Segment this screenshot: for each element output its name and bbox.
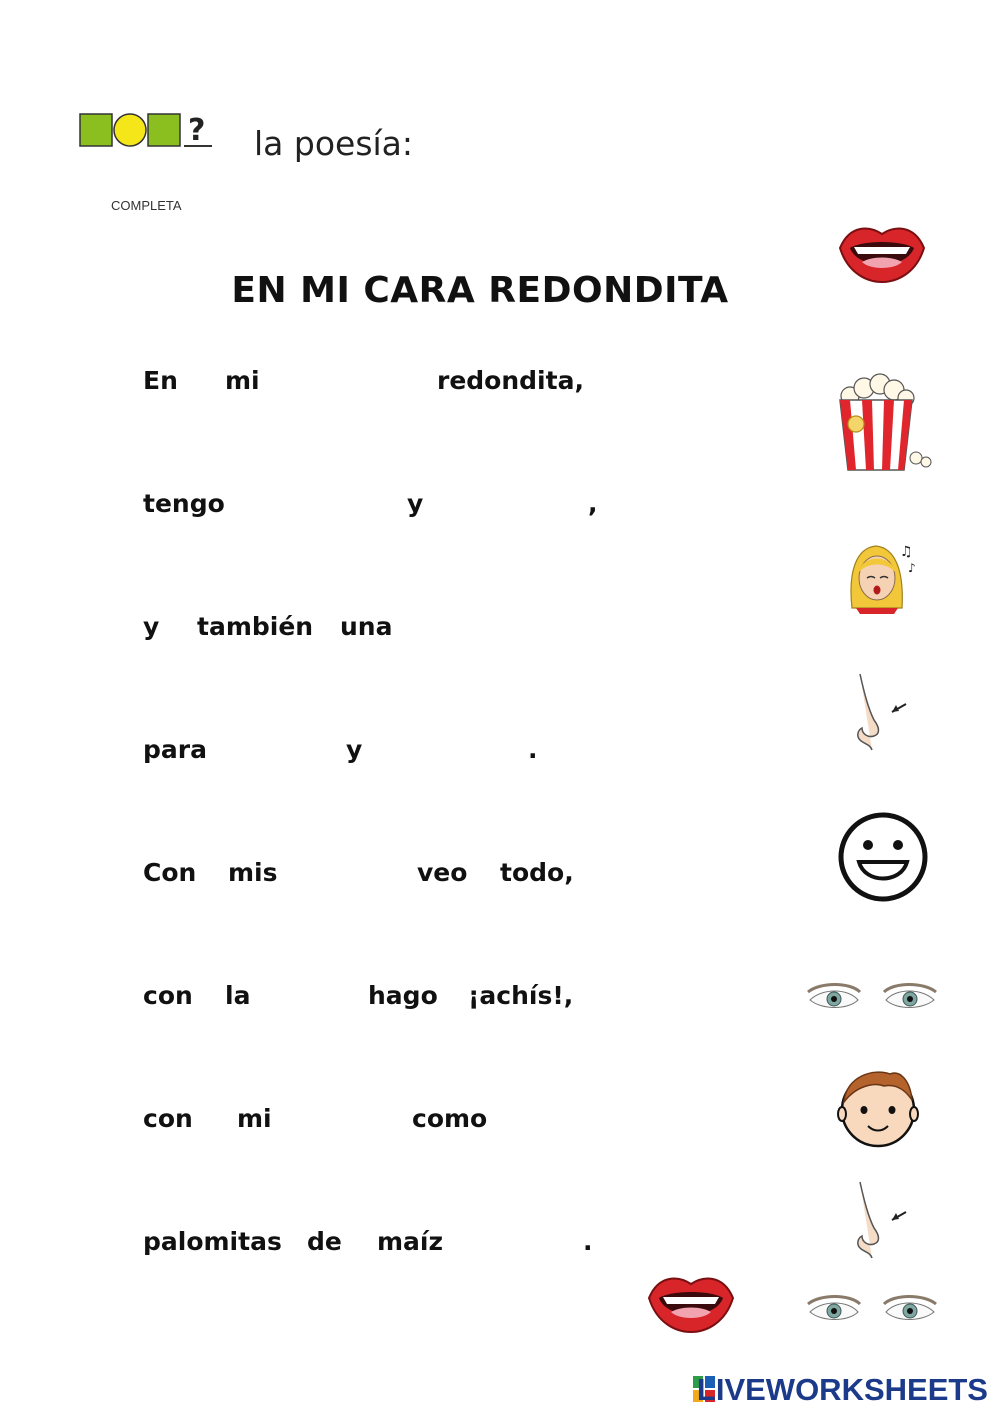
drop-blank[interactable]	[385, 731, 505, 765]
poem-word: ,	[588, 489, 598, 518]
drop-blank[interactable]	[290, 362, 410, 396]
poem-word: también	[197, 612, 314, 641]
poem-word: mi	[225, 366, 260, 395]
nose-icon[interactable]	[850, 1180, 912, 1262]
poem-word: .	[528, 735, 538, 764]
poem-word: mis	[228, 858, 278, 887]
poem-word: maíz	[377, 1227, 444, 1256]
poem-word: con	[143, 981, 193, 1010]
poem-word: de	[307, 1227, 342, 1256]
poem-word: y	[407, 489, 424, 518]
liveworksheets-brand: LIVEWORKSHEETS	[696, 1372, 988, 1407]
drop-blank[interactable]	[450, 1223, 570, 1257]
popcorn-icon[interactable]	[832, 374, 936, 474]
drop-blank[interactable]	[420, 608, 540, 642]
poem-word: .	[583, 1227, 593, 1256]
question-mark: ?	[188, 113, 206, 148]
poem-title: EN MI CARA REDONDITA	[231, 270, 729, 311]
nose-icon[interactable]	[850, 672, 912, 754]
poem-word: En	[143, 366, 178, 395]
poem-word: tengo	[143, 489, 225, 518]
poem-word: mi	[237, 1104, 272, 1133]
svg-text:♪: ♪	[908, 561, 916, 575]
poem-word: con	[143, 1104, 193, 1133]
smiley-face-icon[interactable]	[835, 812, 931, 902]
boy-face-icon[interactable]	[834, 1064, 922, 1148]
singing-girl-icon[interactable]	[846, 542, 924, 614]
mouth-icon[interactable]	[836, 218, 928, 284]
poem-word: palomitas	[143, 1227, 282, 1256]
poem-word: redondita,	[437, 366, 584, 395]
eyes-icon[interactable]	[804, 980, 940, 1014]
mouth-icon[interactable]	[645, 1268, 737, 1334]
drop-blank[interactable]	[215, 731, 335, 765]
drop-blank[interactable]	[280, 1100, 400, 1134]
pictogram-label: COMPLETA	[111, 198, 182, 213]
poem-word: una	[340, 612, 393, 641]
eyes-icon[interactable]	[804, 1292, 940, 1326]
poem-word: y	[143, 612, 160, 641]
poem-word: Con	[143, 858, 197, 887]
poem-word: ¡achís!,	[468, 981, 574, 1010]
poem-word: y	[346, 735, 363, 764]
poem-word: para	[143, 735, 207, 764]
completa-pictogram-icon	[78, 110, 218, 155]
drop-blank[interactable]	[262, 977, 362, 1011]
poem-word: todo,	[500, 858, 574, 887]
drop-blank[interactable]	[250, 485, 370, 519]
svg-text:♫: ♫	[900, 544, 913, 560]
drop-blank[interactable]	[285, 854, 405, 888]
poem-word: la	[225, 981, 251, 1010]
poem-word: como	[412, 1104, 488, 1133]
instruction-text: la poesía:	[254, 124, 414, 163]
poem-word: hago	[368, 981, 438, 1010]
drop-blank[interactable]	[490, 1100, 610, 1134]
drop-blank[interactable]	[450, 485, 570, 519]
poem-word: veo	[417, 858, 468, 887]
